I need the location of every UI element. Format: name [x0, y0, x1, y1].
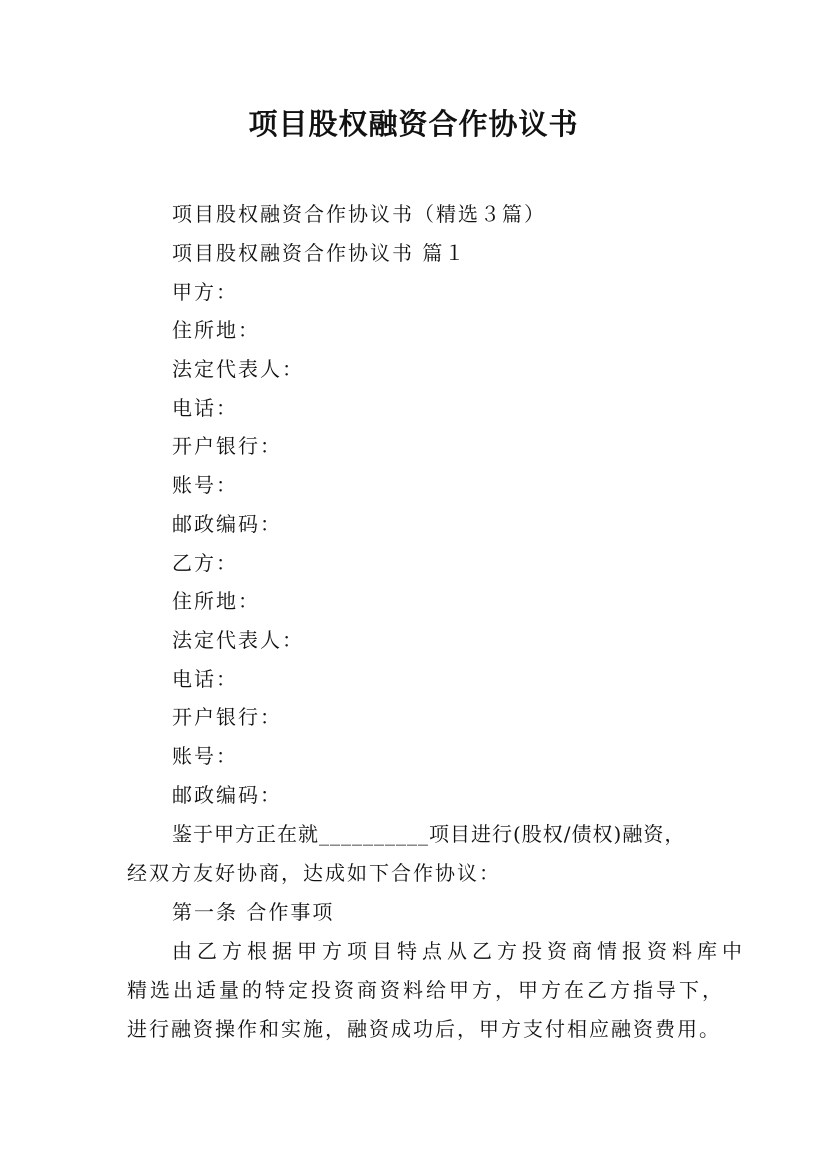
article-1-heading: 第一条 合作事项	[172, 900, 335, 924]
party-b-bank-label: 开户银行：	[172, 705, 282, 729]
document-subtitle: 项目股权融资合作协议书（精选３篇）	[172, 202, 546, 226]
article-1-line-2: 精选出适量的特定投资商资料给甲方，甲方在乙方指导下，	[127, 978, 725, 1002]
article-1-line-1: 由乙方根据甲方项目特点从乙方投资商情报资料库中	[172, 939, 747, 963]
party-b-account-label: 账号：	[172, 744, 238, 768]
party-b-postcode-label: 邮政编码：	[172, 783, 282, 807]
party-b-phone-label: 电话：	[172, 667, 238, 691]
party-a-postcode-label: 邮政编码：	[172, 512, 282, 536]
article-1-line-3: 进行融资操作和实施，融资成功后，甲方支付相应融资费用。	[127, 1017, 721, 1041]
section-heading: 项目股权融资合作协议书 篇１	[172, 241, 467, 265]
document-title: 项目股权融资合作协议书	[248, 107, 579, 141]
preamble-line-2: 经双方友好协商，达成如下合作协议：	[127, 861, 501, 885]
party-b-label: 乙方：	[172, 551, 238, 575]
party-a-account-label: 账号：	[172, 473, 238, 497]
party-a-phone-label: 电话：	[172, 396, 238, 420]
party-a-bank-label: 开户银行：	[172, 434, 282, 458]
party-a-address-label: 住所地：	[172, 318, 260, 342]
party-a-legal-rep-label: 法定代表人：	[172, 357, 304, 381]
party-b-address-label: 住所地：	[172, 589, 260, 613]
preamble-line-1: 鉴于甲方正在就__________项目进行(股权/债权)融资，	[172, 822, 686, 846]
party-a-label: 甲方：	[172, 280, 238, 304]
party-b-legal-rep-label: 法定代表人：	[172, 628, 304, 652]
